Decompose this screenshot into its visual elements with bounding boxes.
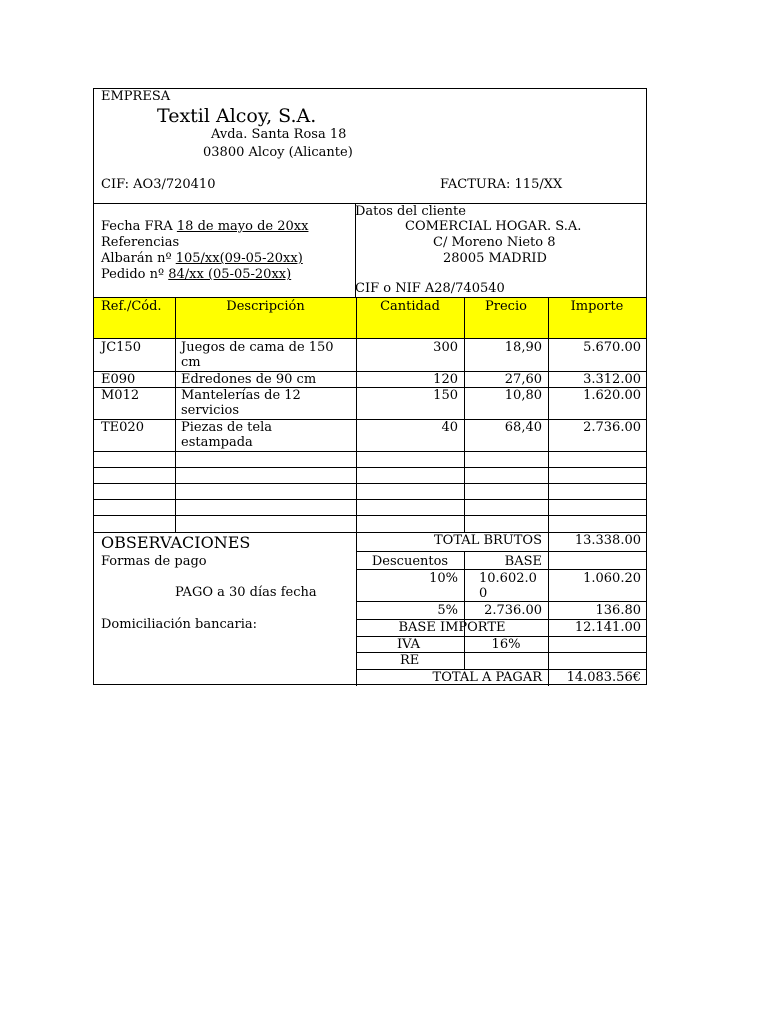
item-description: Juegos de cama de 150 cm: [181, 340, 334, 370]
company-cif: CIF: AO3/720410: [101, 177, 216, 192]
discount-pct: 10%: [429, 571, 458, 586]
item-ref: TE020: [101, 420, 144, 435]
divider: [94, 338, 646, 339]
company-city: 03800 Alcoy (Alicante): [203, 145, 353, 160]
client-street: C/ Moreno Nieto 8: [433, 235, 556, 250]
client-name: COMERCIAL HOGAR. S.A.: [405, 219, 582, 234]
base-amount-value: 12.141.00: [574, 620, 641, 635]
item-quantity: 120: [433, 372, 458, 387]
item-description: Mantelerías de 12 servicios: [181, 388, 301, 418]
discount-pct: 5%: [437, 603, 458, 618]
invoice-number: FACTURA: 115/XX: [440, 177, 563, 192]
payment-method-label: Formas de pago: [101, 554, 207, 569]
item-quantity: 40: [441, 420, 458, 435]
divider: [356, 601, 646, 602]
divider: [94, 499, 646, 500]
bank-label: Domiciliación bancaria:: [101, 617, 257, 632]
item-price: 27,60: [504, 372, 542, 387]
item-amount: 1.620.00: [583, 388, 641, 403]
divider: [94, 451, 646, 452]
payment-method-value: PAGO a 30 días fecha: [175, 585, 317, 600]
column-header-ref: Ref./Cód.: [101, 299, 162, 314]
item-price: 10,80: [504, 388, 542, 403]
divider: [94, 515, 646, 516]
item-amount: 2.736.00: [583, 420, 641, 435]
divider: [356, 569, 646, 570]
total-to-pay-value: 14.083.56€: [566, 670, 641, 685]
divider: [175, 297, 176, 533]
order-number: Pedido nº 84/xx (05-05-20xx): [101, 267, 292, 282]
delivery-note: Albarán nº 105/xx(09-05-20xx): [101, 251, 303, 266]
item-quantity: 150: [433, 388, 458, 403]
discounts-label: Descuentos: [371, 554, 449, 569]
observations-title: OBSERVACIONES: [101, 533, 251, 552]
discount-value: 1.060.20: [583, 571, 641, 586]
base-amount-label: BASE IMPORTE: [398, 620, 506, 635]
client-cif: CIF o NIF A28/740540: [355, 281, 505, 296]
discount-value: 136.80: [595, 603, 641, 618]
item-description: Edredones de 90 cm: [181, 372, 317, 387]
item-ref: JC150: [101, 340, 141, 355]
invoice: [93, 88, 647, 685]
column-header-quantity: Cantidad: [380, 299, 440, 314]
vat-percent: 16%: [491, 637, 521, 652]
company-name: Textil Alcoy, S.A.: [157, 105, 317, 127]
column-header-price: Precio: [485, 299, 527, 314]
references-label: Referencias: [101, 235, 180, 250]
divider: [356, 551, 646, 552]
company-label: EMPRESA: [101, 89, 171, 104]
total-gross-value: 13.338.00: [574, 533, 641, 548]
divider: [464, 297, 465, 533]
client-city: 28005 MADRID: [443, 251, 547, 266]
total-to-pay-label: TOTAL A PAGAR: [432, 670, 542, 685]
base-label: BASE: [504, 554, 542, 569]
column-header-description: Descripción: [226, 299, 305, 314]
company-address: Avda. Santa Rosa 18: [211, 127, 347, 142]
discount-base: 2.736.00: [484, 603, 542, 618]
total-gross-label: TOTAL BRUTOS: [434, 533, 542, 548]
item-amount: 5.670.00: [583, 340, 641, 355]
column-header-amount: Importe: [570, 299, 624, 314]
item-description: Piezas de tela estampada: [181, 420, 272, 450]
item-ref: M012: [101, 388, 140, 403]
divider: [94, 467, 646, 468]
divider: [94, 297, 646, 298]
client-label: Datos del cliente: [355, 204, 466, 219]
surcharge-label: RE: [400, 653, 420, 668]
vat-label: IVA: [397, 637, 421, 652]
divider: [94, 483, 646, 484]
invoice-date: Fecha FRA 18 de mayo de 20xx: [101, 219, 309, 234]
item-price: 18,90: [504, 340, 542, 355]
item-quantity: 300: [433, 340, 458, 355]
item-ref: E090: [101, 372, 136, 387]
item-amount: 3.312.00: [583, 372, 641, 387]
discount-base: 10.602.00: [479, 571, 537, 601]
item-price: 68,40: [504, 420, 542, 435]
